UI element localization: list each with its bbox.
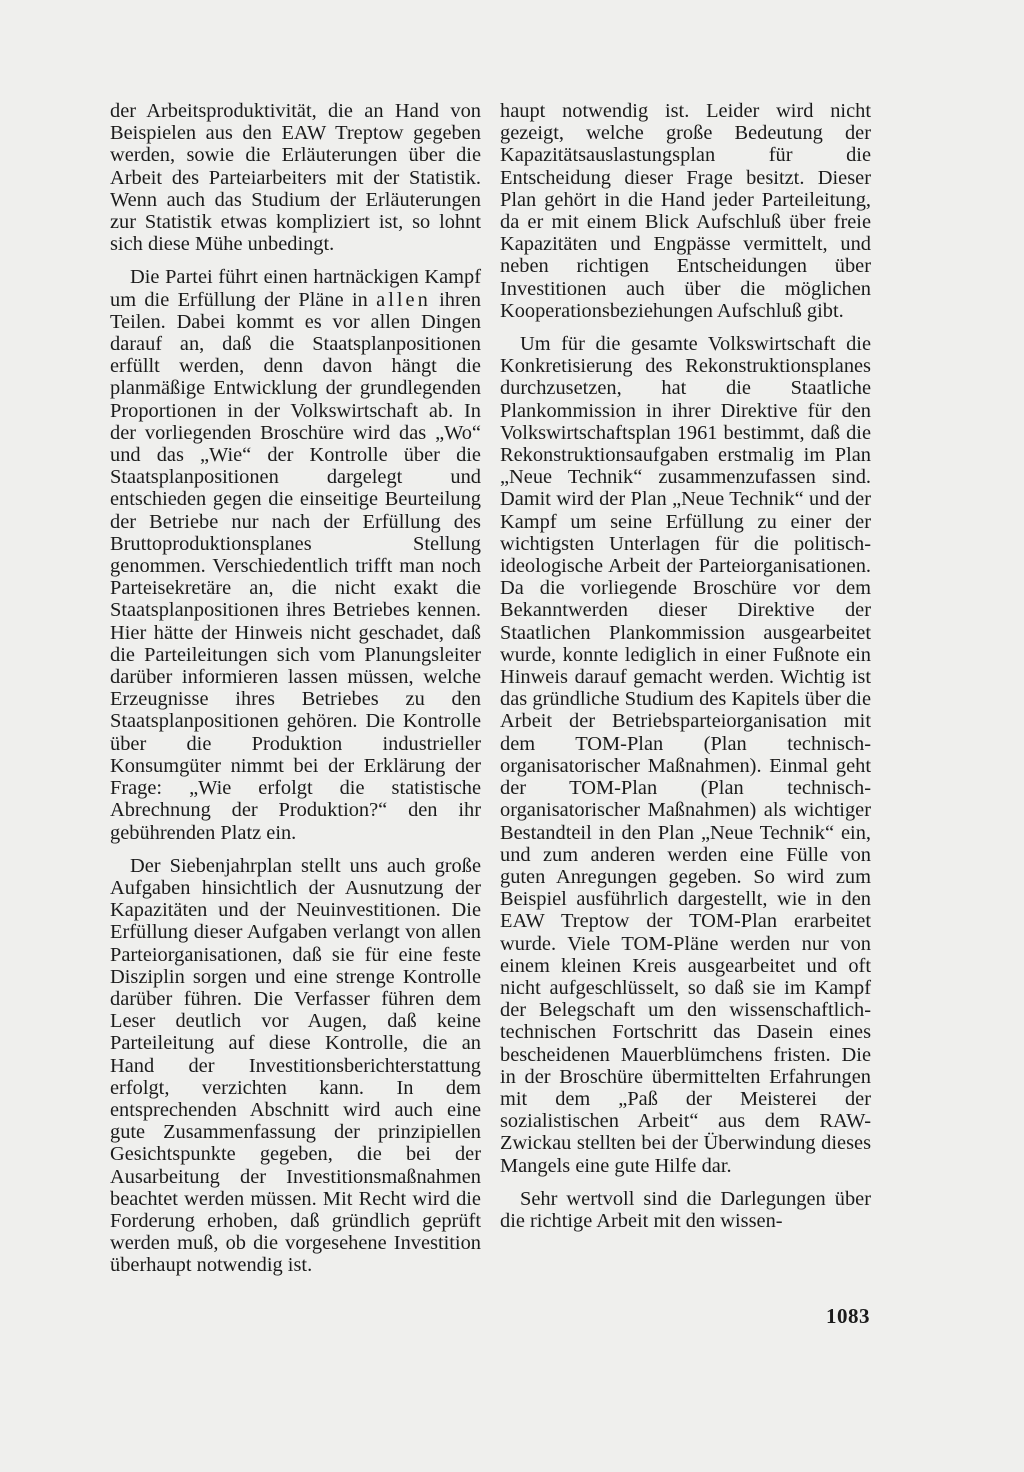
paragraph: Sehr wertvoll sind die Darlegungen über die richtige Arbeit mit den wissen-: [500, 1187, 871, 1232]
paragraph: der Arbeitsproduktivität, die an Hand von Beispielen aus den EAW Treptow gegeben werden, sowie die Erläuterungen über die Arbeit des Parteiarbeiters mit der Statistik. Wenn auch das Studium der Erläuterungen zur Statistik etwas kompliziert ist, so lohnt sich diese Mühe unbedingt.: [110, 100, 481, 256]
text-run: Die Partei führt einen hartnäckigen Kampf um die Erfüllung der Pläne in: [110, 266, 481, 311]
page-number: 1083: [826, 1304, 870, 1328]
paragraph: Um für die gesamte Volkswirtschaft die Konkretisierung des Rekonstruktionsplanes durchzusetzen, hat die Staatliche Plankommission in ihrer Direktive für den Volkswirtschaftsplan 1961 bestimmt, daß die Rekonstruktionsaufgaben erstmalig im Plan „Neue Technik“ zusammenzufassen sind. Damit wird der Plan „Neue Technik“ und der Kampf um seine Erfüllung zu einer der wichtigsten Unterlagen für die politisch-ideologische Arbeit der Parteiorganisationen. Da die vorliegende Broschüre vor dem Bekanntwerden dieser Direktive der Staatlichen Plankommission ausgearbeitet wurde, konnte lediglich in einer Fußnote ein Hinweis darauf gemacht werden. Wichtig ist das gründliche Studium des Kapitels über die Arbeit der Betriebsparteiorganisation mit dem TOM-Plan (Plan technisch-organisatorischer Maßnahmen). Einmal geht der TOM-Plan (Plan technisch-organisatorischer Maßnahmen) als wichtiger Bestandteil in den Plan „Neue Technik“ ein, und zum anderen werden eine Fülle von guten Anregungen gegeben. So wird zum Beispiel ausführlich dargestellt, wie in den EAW Treptow der TOM-Plan erarbeitet wurde. Viele TOM-Pläne werden nur von einem kleinen Kreis ausgearbeitet und oft nicht aufgeschlüsselt, so daß sie im Kampf der Belegschaft um den wissenschaftlich-technischen Fortschritt das Dasein eines bescheidenen Mauerblümchens fristen. Die in der Broschüre übermittelten Erfahrungen mit dem „Paß der Meisterei der sozialistischen Arbeit“ aus dem RAW-Zwickau stellten bei der Überwindung dieses Mangels eine gute Hilfe dar.: [500, 333, 871, 1177]
text-run: ihren Teilen. Dabei kommt es vor allen Dingen darauf an, daß die Staatsplanpositionen erfüllt werden, denn davon hängt die planmäßige Entwicklung der grundlegenden Proportionen in der Volkswirtschaft ab. In der vorliegenden Broschüre wird das „Wo“ und das „Wie“ der Kontrolle über die Staatsplanpositionen dargelegt und entschieden gegen die einseitige Beurteilung der Betriebe nur nach der Erfüllung des Bruttoproduktionsplanes Stellung genommen. Verschiedentlich trifft man noch Parteisekretäre an, die nicht exakt die Staatsplanpositionen ihres Betriebes kennen. Hier hätte der Hinweis nicht geschadet, daß die Parteileitungen sich vom Planungsleiter darüber informieren lassen müssen, welche Erzeugnisse ihres Betriebes zu den Staatsplanpositionen gehören. Die Kontrolle über die Produktion industrieller Konsumgüter nimmt bei der Erklärung der Frage: „Wie erfolgt die statistische Abrechnung der Produktion?“ den ihr gebührenden Platz ein.: [110, 288, 481, 844]
paragraph: Der Siebenjahrplan stellt uns auch große Aufgaben hinsichtlich der Ausnutzung der Kapazitäten und der Neuinvestitionen. Die Erfüllung dieser Aufgaben verlangt von allen Parteiorganisationen, daß sie für eine feste Disziplin sorgen und eine strenge Kontrolle darüber führen. Die Verfasser führen dem Leser deutlich vor Augen, daß keine Parteileitung auf diese Kontrolle, die an Hand der Investitionsberichterstattung erfolgt, verzichten kann. In dem entsprechenden Abschnitt wird auch eine gute Zusammenfassung der prinzipiellen Gesichtspunkte gegeben, die bei der Ausarbeitung der Investitionsmaßnahmen beachtet werden müssen. Mit Recht wird die Forderung erhoben, daß gründlich geprüft werden muß, ob die vorgesehene Investition überhaupt notwendig ist.: [110, 854, 481, 1277]
right-text-column: [500, 100, 871, 1243]
left-text-column: [110, 100, 481, 1288]
paragraph: [110, 266, 481, 843]
paragraph: haupt notwendig ist. Leider wird nicht gezeigt, welche große Bedeutung der Kapazitätsauslastungsplan für die Entscheidung dieser Frage besitzt. Dieser Plan gehört in die Hand jeder Parteileitung, da er mit einem Blick Aufschluß über freie Kapazitäten und Engpässe vermittelt, und neben richtigen Entscheidungen über Investitionen auch über die möglichen Kooperationsbeziehungen Aufschluß gibt.: [500, 100, 871, 322]
spaced-emphasis: allen: [376, 288, 431, 311]
